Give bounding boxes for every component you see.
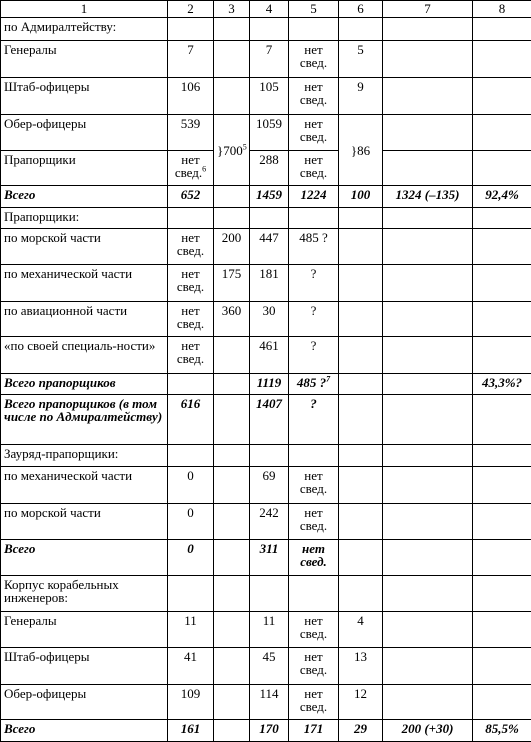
cell: 109: [168, 684, 214, 719]
row-label: Всего прапорщиков: [1, 373, 168, 394]
row-label: Прапорщики:: [1, 208, 168, 229]
cell: [214, 114, 250, 185]
row-label: по Адмиралтейству:: [1, 18, 168, 41]
header-cell: 5: [289, 1, 339, 18]
cell: нет свед.: [289, 467, 339, 503]
row-label: Всего: [1, 719, 168, 741]
cell: нет свед.: [168, 336, 214, 373]
row-label: по механической части: [1, 265, 168, 301]
cell: нет свед.: [289, 684, 339, 719]
cell: 105: [250, 78, 289, 114]
cell: 30: [250, 301, 289, 336]
row-label: Штаб-офицеры: [1, 648, 168, 684]
cell: 41: [168, 648, 214, 684]
cell: 1324 (–135): [383, 185, 473, 207]
table-row: [1, 719, 531, 741]
row-label: Генералы: [1, 612, 168, 648]
cell: 11: [250, 612, 289, 648]
table-row: [1, 395, 531, 445]
table-row: [1, 684, 531, 719]
cell: 181: [250, 265, 289, 301]
table-row: [1, 41, 531, 78]
header-row: [1, 1, 531, 18]
table-row: [1, 18, 531, 41]
cell: 43,3%?: [473, 373, 531, 394]
cell: }86: [339, 114, 383, 185]
cell: ?: [289, 395, 339, 445]
cell: 85,5%: [473, 719, 531, 741]
cell: 12: [339, 684, 383, 719]
header-cell: 3: [214, 1, 250, 18]
cell: нет свед.: [289, 648, 339, 684]
header-cell: 4: [250, 1, 289, 18]
table-row: [1, 336, 531, 373]
table-row: [1, 185, 531, 207]
cell: 242: [250, 503, 289, 539]
cell: нет свед.: [289, 150, 339, 185]
table-row: [1, 114, 531, 150]
cell: нет свед.: [289, 539, 339, 575]
cell: [289, 373, 339, 394]
table-row: [1, 612, 531, 648]
cell: 360: [214, 301, 250, 336]
cell: 7: [250, 41, 289, 78]
cell-text: нет свед.: [174, 151, 203, 180]
cell: 92,4%: [473, 185, 531, 207]
cell: 4: [339, 612, 383, 648]
cell: 170: [250, 719, 289, 741]
table-row: [1, 503, 531, 539]
cell: 0: [168, 467, 214, 503]
row-label: «по своей специаль-ности»: [1, 336, 168, 373]
cell: [168, 150, 214, 185]
table-row: [1, 373, 531, 394]
cell: 9: [339, 78, 383, 114]
table-row: [1, 265, 531, 301]
table-row: [1, 78, 531, 114]
footnote-mark: 7: [326, 374, 331, 384]
cell: 7: [168, 41, 214, 78]
row-label: по механической части: [1, 467, 168, 503]
cell: 200: [214, 229, 250, 265]
cell: 0: [168, 539, 214, 575]
cell: 485 ?: [289, 229, 339, 265]
cell: 288: [250, 150, 289, 185]
cell: 539: [168, 114, 214, 150]
cell: 1459: [250, 185, 289, 207]
cell: 29: [339, 719, 383, 741]
row-label: Обер-офицеры: [1, 114, 168, 150]
row-label: по авиационной части: [1, 301, 168, 336]
table-row: [1, 150, 531, 185]
header-cell: 1: [1, 1, 168, 18]
cell: нет свед.: [168, 265, 214, 301]
cell: 1407: [250, 395, 289, 445]
row-label: по морской части: [1, 503, 168, 539]
cell: нет свед.: [289, 612, 339, 648]
table-row: [1, 229, 531, 265]
cell: нет свед.: [289, 78, 339, 114]
cell: 69: [250, 467, 289, 503]
cell: 200 (+30): [383, 719, 473, 741]
row-label: Генералы: [1, 41, 168, 78]
cell: нет свед.: [168, 301, 214, 336]
cell: 1224: [289, 185, 339, 207]
cell: 161: [168, 719, 214, 741]
header-cell: 8: [473, 1, 531, 18]
cell: нет свед.: [289, 114, 339, 150]
cell: ?: [289, 301, 339, 336]
cell: 11: [168, 612, 214, 648]
cell: 5: [339, 41, 383, 78]
cell: 1119: [250, 373, 289, 394]
cell: 0: [168, 503, 214, 539]
cell-text: 485 ?: [296, 374, 327, 390]
row-label: Обер-офицеры: [1, 684, 168, 719]
table-row: [1, 575, 531, 611]
cell: ?: [289, 336, 339, 373]
row-label: Зауряд-прапорщики:: [1, 445, 168, 467]
cell: 106: [168, 78, 214, 114]
cell: 13: [339, 648, 383, 684]
row-label: Штаб-офицеры: [1, 78, 168, 114]
cell: 45: [250, 648, 289, 684]
cell: нет свед.: [168, 229, 214, 265]
row-label: Прапорщики: [1, 150, 168, 185]
footnote-mark: 5: [242, 142, 247, 152]
cell: ?: [289, 265, 339, 301]
table-row: [1, 301, 531, 336]
cell: 175: [214, 265, 250, 301]
brace-value: }700: [217, 143, 243, 159]
table-row: [1, 208, 531, 229]
row-label: Всего прапорщиков (в том числе по Адмиралтейству): [1, 395, 168, 445]
row-label: Всего: [1, 185, 168, 207]
cell: 652: [168, 185, 214, 207]
cell: 1059: [250, 114, 289, 150]
cell: нет свед.: [289, 503, 339, 539]
table-row: [1, 648, 531, 684]
row-label: по морской части: [1, 229, 168, 265]
row-label: Корпус корабельных инженеров:: [1, 575, 168, 611]
cell: 100: [339, 185, 383, 207]
header-cell: 7: [383, 1, 473, 18]
header-cell: 6: [339, 1, 383, 18]
cell: 171: [289, 719, 339, 741]
footnote-mark: 6: [202, 164, 207, 174]
table-row: [1, 445, 531, 467]
header-cell: 2: [168, 1, 214, 18]
cell: нет свед.: [289, 41, 339, 78]
table-row: [1, 467, 531, 503]
cell: 311: [250, 539, 289, 575]
cell: 447: [250, 229, 289, 265]
cell: 461: [250, 336, 289, 373]
table-row: [1, 539, 531, 575]
cell: 114: [250, 684, 289, 719]
cell: 616: [168, 395, 214, 445]
row-label: Всего: [1, 539, 168, 575]
